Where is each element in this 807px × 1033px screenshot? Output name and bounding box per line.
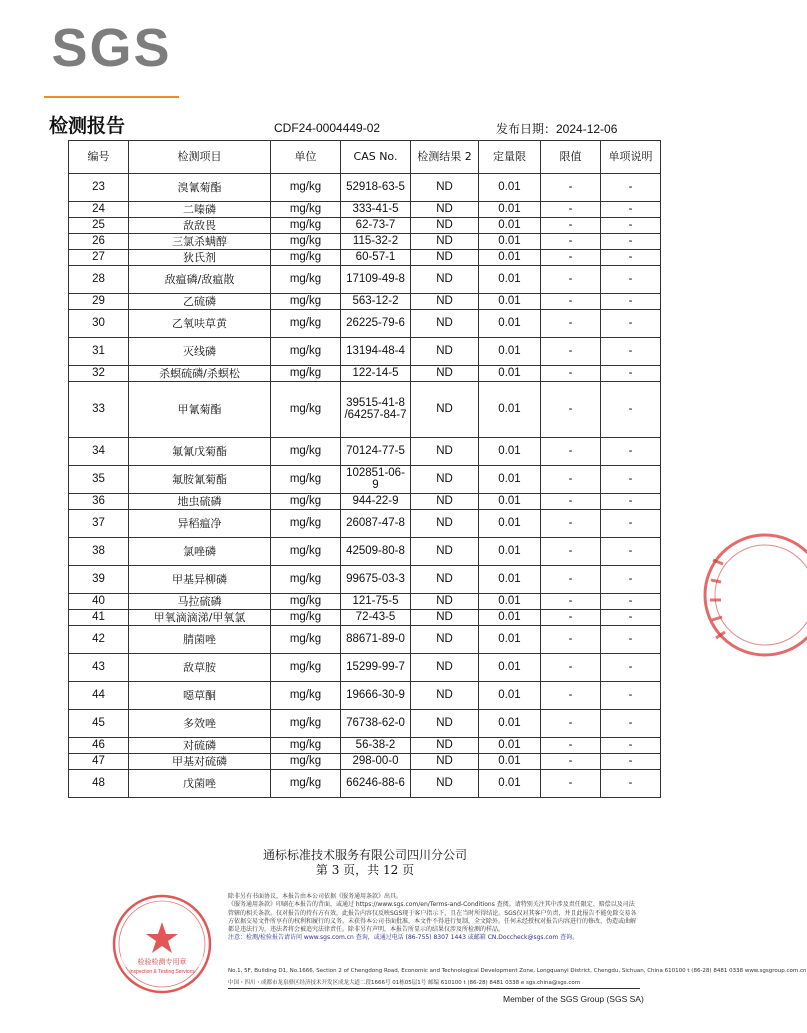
row-no: 34 (69, 438, 129, 466)
row-item: 三氯杀螨醇 (129, 234, 271, 250)
row-note: - (601, 202, 661, 218)
row-limit: - (541, 770, 601, 798)
row-note: - (601, 610, 661, 626)
row-no: 42 (69, 626, 129, 654)
row-note: - (601, 250, 661, 266)
row-no: 23 (69, 174, 129, 202)
row-limit: - (541, 294, 601, 310)
row-result: ND (411, 770, 479, 798)
row-no: 41 (69, 610, 129, 626)
row-unit: mg/kg (271, 566, 341, 594)
row-result: ND (411, 626, 479, 654)
row-note: - (601, 710, 661, 738)
row-note: - (601, 294, 661, 310)
col-header-note: 单项说明 (601, 141, 661, 174)
row-item: 灭线磷 (129, 338, 271, 366)
row-result: ND (411, 738, 479, 754)
row-no: 24 (69, 202, 129, 218)
row-limit: - (541, 654, 601, 682)
row-cas: 62-73-7 (341, 218, 411, 234)
row-no: 43 (69, 654, 129, 682)
table-row (69, 710, 661, 738)
row-limit: - (541, 174, 601, 202)
row-loq: 0.01 (479, 218, 541, 234)
row-no: 35 (69, 466, 129, 494)
row-unit: mg/kg (271, 510, 341, 538)
row-no: 38 (69, 538, 129, 566)
row-item: 敌草胺 (129, 654, 271, 682)
inspection-seal-stamp (107, 892, 217, 996)
row-note: - (601, 594, 661, 610)
row-no: 29 (69, 294, 129, 310)
row-result: ND (411, 538, 479, 566)
row-unit: mg/kg (271, 654, 341, 682)
table-row (69, 234, 661, 250)
row-loq: 0.01 (479, 594, 541, 610)
row-limit: - (541, 218, 601, 234)
row-loq: 0.01 (479, 626, 541, 654)
table-row (69, 494, 661, 510)
row-no: 40 (69, 594, 129, 610)
row-item: 异稻瘟净 (129, 510, 271, 538)
row-unit: mg/kg (271, 174, 341, 202)
row-limit: - (541, 266, 601, 294)
row-loq: 0.01 (479, 174, 541, 202)
row-result: ND (411, 566, 479, 594)
row-limit: - (541, 738, 601, 754)
row-result: ND (411, 310, 479, 338)
table-row (69, 510, 661, 538)
row-note: - (601, 266, 661, 294)
row-result: ND (411, 382, 479, 438)
table-row (69, 626, 661, 654)
col-header-unit: 单位 (271, 141, 341, 174)
disclaimer (228, 893, 638, 943)
row-item: 二嗪磷 (129, 202, 271, 218)
table-row (69, 738, 661, 754)
row-note: - (601, 438, 661, 466)
address-chinese: 中国・四川・成都市龙泉驿区经济技术开发区成龙大道二段1666号 01栋05层1号 邮编 610100 t (86-28) 8481 0338 e sgs.china@sgs.com (228, 980, 581, 986)
row-item: 敌敌畏 (129, 218, 271, 234)
col-header-result: 检测结果 2 (411, 141, 479, 174)
row-loq: 0.01 (479, 466, 541, 494)
row-limit: - (541, 382, 601, 438)
row-loq: 0.01 (479, 382, 541, 438)
row-loq: 0.01 (479, 654, 541, 682)
table-row (69, 754, 661, 770)
row-result: ND (411, 510, 479, 538)
logo-underline (44, 96, 179, 98)
row-no: 48 (69, 770, 129, 798)
row-item: 甲氧滴滴涕/甲氧氯 (129, 610, 271, 626)
row-item: 对硫磷 (129, 738, 271, 754)
row-note: - (601, 466, 661, 494)
row-cas: 298-00-0 (341, 754, 411, 770)
row-unit: mg/kg (271, 438, 341, 466)
row-loq: 0.01 (479, 510, 541, 538)
disclaimer-verify: 注意：检测/检验报告请访问 www.sgs.com.cn 查询，或通过电话 (86-755) 8307 1443 或邮箱 CN.Doccheck@sgs.com 查询。 (228, 934, 579, 942)
row-result: ND (411, 250, 479, 266)
row-result: ND (411, 710, 479, 738)
row-cas: 70124-77-5 (341, 438, 411, 466)
row-note: - (601, 566, 661, 594)
row-item: 甲基异柳磷 (129, 566, 271, 594)
row-unit: mg/kg (271, 466, 341, 494)
row-note: - (601, 310, 661, 338)
row-result: ND (411, 266, 479, 294)
row-item: 地虫硫磷 (129, 494, 271, 510)
row-no: 46 (69, 738, 129, 754)
row-note: - (601, 234, 661, 250)
col-header-item: 检测项目 (129, 141, 271, 174)
table-row (69, 174, 661, 202)
row-limit: - (541, 494, 601, 510)
row-no: 36 (69, 494, 129, 510)
row-no: 47 (69, 754, 129, 770)
row-result: ND (411, 366, 479, 382)
row-unit: mg/kg (271, 754, 341, 770)
row-item: 噁草酮 (129, 682, 271, 710)
table-row (69, 310, 661, 338)
row-cas: 15299-99-7 (341, 654, 411, 682)
row-limit: - (541, 682, 601, 710)
row-limit: - (541, 250, 601, 266)
row-limit: - (541, 594, 601, 610)
table-row (69, 382, 661, 438)
row-loq: 0.01 (479, 566, 541, 594)
row-cas: 39515-41-8 /64257-84-7 (341, 382, 411, 438)
sgs-logo (44, 18, 179, 80)
row-no: 26 (69, 234, 129, 250)
row-loq: 0.01 (479, 250, 541, 266)
row-note: - (601, 654, 661, 682)
row-no: 33 (69, 382, 129, 438)
row-loq: 0.01 (479, 294, 541, 310)
row-result: ND (411, 294, 479, 310)
stamp-subtext: 检验检测专用章 (137, 958, 187, 966)
row-limit: - (541, 438, 601, 466)
issue-date: 发布日期：2024-12-06 (496, 122, 618, 136)
row-loq: 0.01 (479, 538, 541, 566)
row-unit: mg/kg (271, 610, 341, 626)
row-unit: mg/kg (271, 366, 341, 382)
row-result: ND (411, 234, 479, 250)
row-no: 45 (69, 710, 129, 738)
row-unit: mg/kg (271, 770, 341, 798)
row-note: - (601, 538, 661, 566)
row-note: - (601, 510, 661, 538)
row-loq: 0.01 (479, 310, 541, 338)
row-no: 32 (69, 366, 129, 382)
row-note: - (601, 738, 661, 754)
table-row (69, 566, 661, 594)
table-header-row (69, 141, 661, 174)
row-result: ND (411, 202, 479, 218)
row-unit: mg/kg (271, 218, 341, 234)
row-result: ND (411, 338, 479, 366)
row-cas: 944-22-9 (341, 494, 411, 510)
row-loq: 0.01 (479, 754, 541, 770)
row-note: - (601, 770, 661, 798)
row-cas: 99675-03-3 (341, 566, 411, 594)
row-no: 31 (69, 338, 129, 366)
col-header-cas: CAS No. (341, 141, 411, 174)
row-unit: mg/kg (271, 626, 341, 654)
row-result: ND (411, 494, 479, 510)
row-loq: 0.01 (479, 494, 541, 510)
row-unit: mg/kg (271, 250, 341, 266)
row-cas: 52918-63-5 (341, 174, 411, 202)
row-loq: 0.01 (479, 338, 541, 366)
row-item: 马拉硫磷 (129, 594, 271, 610)
row-result: ND (411, 610, 479, 626)
row-cas: 66246-88-6 (341, 770, 411, 798)
report-number: CDF24-0004449-02 (274, 121, 381, 135)
row-item: 杀螟硫磷/杀螟松 (129, 366, 271, 382)
row-item: 敌瘟磷/敌瘟散 (129, 266, 271, 294)
row-limit: - (541, 510, 601, 538)
disclaimer-body: 《服务通用条款》印刷在本报告的背面，或通过 https://www.sgs.com/en/Terms-and-Conditions 查阅。请特别关注其中涉及责任限定、赔偿以及司法管辖的相关条款。仅对报告的持有方有效，此报告内容仅反映SGS现于客户指示下，且在当时所得结论。SGS仅对其客户负责，并且此报告不能免除交易各方依据交易文件所享有的权利和履行的义务。未获得本公司书面批准，本文件不得进行复制，全文除外。任何未经授权对报告内容进行的修改、伪造或曲解都是违法行为，违法者将会被追究法律责任。除非另有声明，本报告所显示的结果仅涉及所检测的样品。 (228, 901, 637, 934)
row-limit: - (541, 338, 601, 366)
row-loq: 0.01 (479, 438, 541, 466)
row-cas: 13194-48-4 (341, 338, 411, 366)
row-loq: 0.01 (479, 770, 541, 798)
table-row (69, 202, 661, 218)
row-cas: 102851-06-9 (341, 466, 411, 494)
table-row (69, 654, 661, 682)
row-unit: mg/kg (271, 710, 341, 738)
address-divider (228, 988, 640, 989)
logo-text: SGS (51, 18, 172, 78)
row-loq: 0.01 (479, 710, 541, 738)
row-cas: 76738-62-0 (341, 710, 411, 738)
row-unit: mg/kg (271, 294, 341, 310)
row-unit: mg/kg (271, 266, 341, 294)
row-unit: mg/kg (271, 234, 341, 250)
row-limit: - (541, 754, 601, 770)
row-result: ND (411, 438, 479, 466)
row-item: 乙硫磷 (129, 294, 271, 310)
table-row (69, 438, 661, 466)
row-limit: - (541, 710, 601, 738)
row-cas: 42509-80-8 (341, 538, 411, 566)
row-limit: - (541, 202, 601, 218)
row-no: 28 (69, 266, 129, 294)
disclaimer-line-1: 除非另有书面协议，本报告由本公司依据《服务通用条款》出具。 (228, 893, 403, 900)
row-item: 乙氧呋草黄 (129, 310, 271, 338)
row-note: - (601, 382, 661, 438)
row-cas: 19666-30-9 (341, 682, 411, 710)
row-cas: 56-38-2 (341, 738, 411, 754)
col-header-limit: 限值 (541, 141, 601, 174)
row-no: 30 (69, 310, 129, 338)
row-result: ND (411, 754, 479, 770)
row-note: - (601, 754, 661, 770)
row-item: 氟胺氰菊酯 (129, 466, 271, 494)
table-row (69, 538, 661, 566)
table-row (69, 338, 661, 366)
table-row (69, 770, 661, 798)
row-result: ND (411, 654, 479, 682)
row-limit: - (541, 626, 601, 654)
row-no: 39 (69, 566, 129, 594)
footer-company: 通标标准技术服务有限公司四川分公司 (262, 848, 467, 862)
row-note: - (601, 682, 661, 710)
row-cas: 60-57-1 (341, 250, 411, 266)
row-limit: - (541, 366, 601, 382)
row-cas: 563-12-2 (341, 294, 411, 310)
row-cas: 26087-47-8 (341, 510, 411, 538)
results-table (68, 140, 661, 798)
row-item: 狄氏剂 (129, 250, 271, 266)
row-loq: 0.01 (479, 202, 541, 218)
row-unit: mg/kg (271, 738, 341, 754)
stamp-en: Inspection & Testing Services (129, 969, 195, 975)
row-loq: 0.01 (479, 738, 541, 754)
row-unit: mg/kg (271, 202, 341, 218)
row-no: 37 (69, 510, 129, 538)
sgs-member-note: Member of the SGS Group (SGS SA) (503, 994, 644, 1004)
row-loq: 0.01 (479, 234, 541, 250)
table-row (69, 682, 661, 710)
row-unit: mg/kg (271, 682, 341, 710)
row-note: - (601, 494, 661, 510)
row-note: - (601, 366, 661, 382)
row-cas: 122-14-5 (341, 366, 411, 382)
row-result: ND (411, 466, 479, 494)
row-limit: - (541, 538, 601, 566)
row-limit: - (541, 466, 601, 494)
col-header-loq: 定量限 (479, 141, 541, 174)
row-result: ND (411, 594, 479, 610)
row-limit: - (541, 234, 601, 250)
row-cas: 115-32-2 (341, 234, 411, 250)
row-cas: 121-75-5 (341, 594, 411, 610)
row-result: ND (411, 682, 479, 710)
row-unit: mg/kg (271, 382, 341, 438)
row-loq: 0.01 (479, 610, 541, 626)
partial-seal-stamp (703, 520, 743, 670)
row-unit: mg/kg (271, 594, 341, 610)
row-loq: 0.01 (479, 682, 541, 710)
table-row (69, 610, 661, 626)
row-limit: - (541, 610, 601, 626)
row-cas: 17109-49-8 (341, 266, 411, 294)
row-result: ND (411, 218, 479, 234)
row-no: 27 (69, 250, 129, 266)
table-row (69, 594, 661, 610)
row-limit: - (541, 566, 601, 594)
row-no: 44 (69, 682, 129, 710)
row-item: 戊菌唑 (129, 770, 271, 798)
row-item: 腈菌唑 (129, 626, 271, 654)
row-item: 溴氰菊酯 (129, 174, 271, 202)
row-unit: mg/kg (271, 494, 341, 510)
row-loq: 0.01 (479, 366, 541, 382)
row-note: - (601, 338, 661, 366)
row-item: 甲基对硫磷 (129, 754, 271, 770)
row-cas: 72-43-5 (341, 610, 411, 626)
table-row (69, 266, 661, 294)
row-limit: - (541, 310, 601, 338)
row-note: - (601, 174, 661, 202)
table-row (69, 218, 661, 234)
page-indicator: 第 3 页，共 12 页 (315, 863, 415, 877)
table-row (69, 366, 661, 382)
row-note: - (601, 218, 661, 234)
row-cas: 333-41-5 (341, 202, 411, 218)
row-note: - (601, 626, 661, 654)
table-row (69, 250, 661, 266)
row-result: ND (411, 174, 479, 202)
table-row (69, 466, 661, 494)
col-header-no: 编号 (69, 141, 129, 174)
row-item: 甲氰菊酯 (129, 382, 271, 438)
row-cas: 26225-79-6 (341, 310, 411, 338)
row-loq: 0.01 (479, 266, 541, 294)
row-item: 氯唑磷 (129, 538, 271, 566)
address-english: No.1, 5F, Building D1, No.1666, Section 2 of Chengdong Road, Economic and Technological Development Zone, Longquanyi District, Chengdu, Sichuan, China 610100 t (86-28) 8481 0338 www.sgsgroup.com.cn (228, 968, 807, 974)
row-cas: 88671-89-0 (341, 626, 411, 654)
row-unit: mg/kg (271, 310, 341, 338)
row-unit: mg/kg (271, 538, 341, 566)
report-title: 检测报告 (49, 115, 126, 137)
results-table-body (69, 174, 661, 798)
row-item: 氟氰戊菊酯 (129, 438, 271, 466)
row-no: 25 (69, 218, 129, 234)
table-row (69, 294, 661, 310)
row-unit: mg/kg (271, 338, 341, 366)
row-item: 多效唑 (129, 710, 271, 738)
